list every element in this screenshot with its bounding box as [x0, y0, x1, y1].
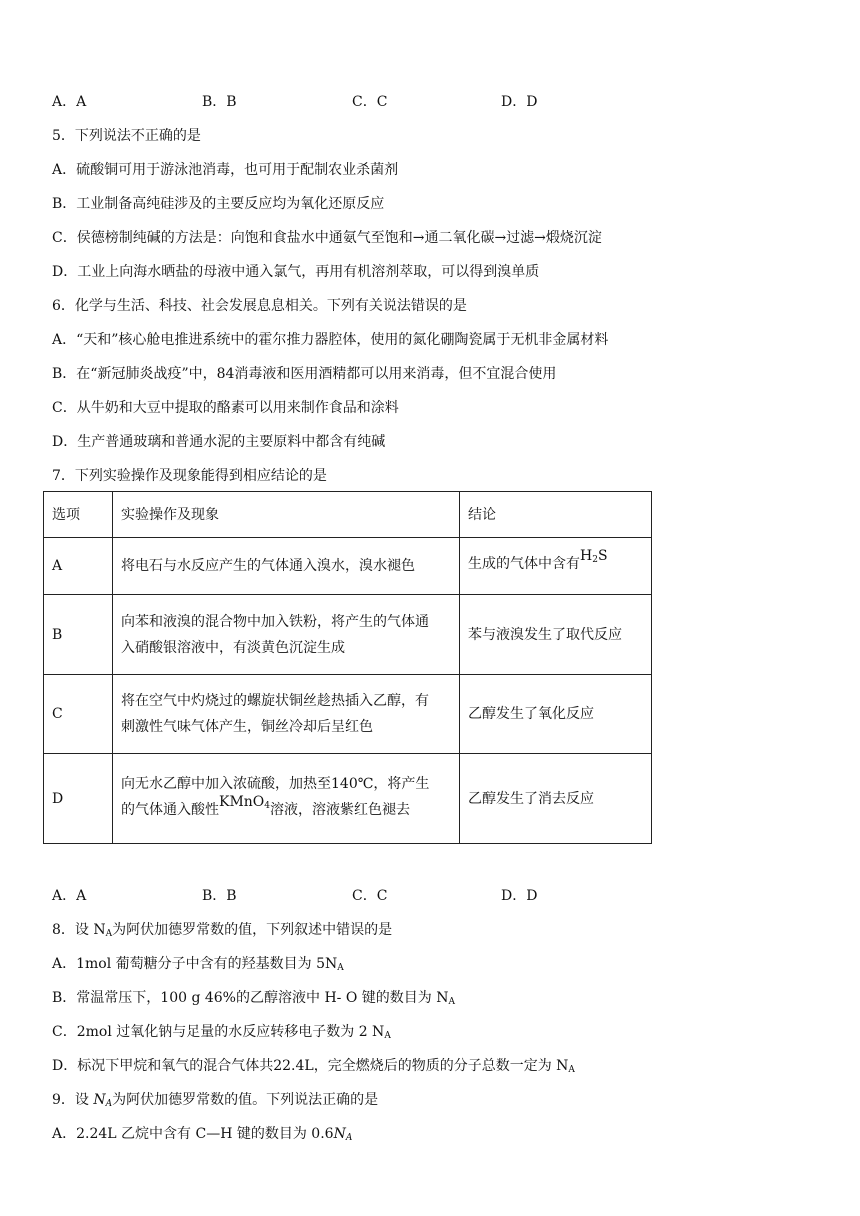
q4-options [52, 92, 672, 112]
table-row [44, 538, 652, 595]
table-row [44, 595, 652, 675]
row-option: A [44, 538, 113, 595]
q8-option-c: C．2mol 过氧化钠与足量的水反应转移电子数为 2 $N_A$ [52, 1024, 391, 1041]
table-row [44, 754, 652, 844]
q5-option-c: C．侯德榜制纯碱的方法是：向饱和食盐水中通氨气至饱和→通二氧化碳→过滤→煅烧沉淀 [52, 230, 602, 246]
q5-option-d: D．工业上向海水晒盐的母液中通入氯气，再用有机溶剂萃取，可以得到溴单质 [52, 264, 540, 280]
q4-option-c: C．C [352, 94, 388, 110]
header-operation: 实验操作及现象 [113, 492, 460, 538]
header-conclusion: 结论 [460, 492, 652, 538]
q7-option-b: B．B [202, 888, 237, 904]
q8-option-a: A．1mol 葡萄糖分子中含有的羟基数目为 $5N_A$ [52, 956, 344, 973]
q8-option-d: D．标况下甲烷和氧气的混合气体共22.4L，完全燃烧后的物质的分子总数一定为 $N_A$ [52, 1058, 575, 1075]
q6-option-c: C．从牛奶和大豆中提取的酪素可以用来制作食品和涂料 [52, 400, 399, 416]
row-option: B [44, 595, 113, 675]
q7-option-a: A．A [52, 888, 87, 904]
q8-stem: 8．设 $N_A$为阿伏加德罗常数的值，下列叙述中错误的是 [52, 922, 393, 939]
q5-option-b: B．工业制备高纯硅涉及的主要反应均为氧化还原反应 [52, 196, 385, 212]
q7-stem: 7．下列实验操作及现象能得到相应结论的是 [52, 468, 327, 484]
q5-stem: 5．下列说法不正确的是 [52, 128, 201, 144]
row-operation: 将电石与水反应产生的气体通入溴水，溴水褪色 [113, 538, 460, 595]
q7-option-d: D．D [501, 888, 538, 904]
q7-table [43, 491, 652, 844]
q6-option-a: A．“天和”核心舱电推进系统中的霍尔推力器腔体，使用的氮化硼陶瓷属于无机非金属材料 [52, 332, 609, 348]
row-operation: 向无水乙醇中加入浓硫酸，加热至140℃，将产生 的气体通入酸性KMnO$_4$溶液，溶液紫红色褪去 [113, 754, 460, 844]
conclusion-text: 生成的气体中含有 [468, 556, 580, 572]
q4-option-d: D．D [501, 94, 538, 110]
table-row [44, 675, 652, 754]
q4-option-b: B．B [202, 94, 237, 110]
formula-h2s: $H_2S$ [580, 548, 608, 565]
row-option: D [44, 754, 113, 844]
row-conclusion: 苯与液溴发生了取代反应 [460, 595, 652, 675]
row-operation: 向苯和液溴的混合物中加入铁粉，将产生的气体通 入硝酸银溶液中，有淡黄色沉淀生成 [113, 595, 460, 675]
header-option: 选项 [44, 492, 113, 538]
q9-option-a: A．2.24L 乙烷中含有 C—H 键的数目为 $0.6N_A$ [52, 1126, 353, 1143]
formula-kmno4: KMnO$_4$ [219, 793, 271, 811]
row-option: C [44, 675, 113, 754]
q5-option-a: A．硫酸铜可用于游泳池消毒，也可用于配制农业杀菌剂 [52, 162, 399, 178]
row-operation: 将在空气中灼烧过的螺旋状铜丝趁热插入乙醇，有 刺激性气味气体产生，铜丝冷却后呈红色 [113, 675, 460, 754]
row-conclusion: 乙醇发生了氧化反应 [460, 675, 652, 754]
q8-option-b: B．常温常压下，100 g 46%的乙醇溶液中 H- O 键的数目为 $N_A$ [52, 990, 455, 1007]
q9-stem: 9．设 $N_A$为阿伏加德罗常数的值。下列说法正确的是 [52, 1092, 379, 1109]
q7-option-c: C．C [352, 888, 388, 904]
table-header-row [44, 492, 652, 538]
q6-option-b: B．在“新冠肺炎战疫”中，84消毒液和医用酒精都可以用来消毒，但不宜混合使用 [52, 366, 557, 382]
q6-option-d: D．生产普通玻璃和普通水泥的主要原料中都含有纯碱 [52, 434, 386, 450]
q7-options [52, 886, 672, 906]
q6-stem: 6．化学与生活、科技、社会发展息息相关。下列有关说法错误的是 [52, 298, 467, 314]
row-conclusion: 乙醇发生了消去反应 [460, 754, 652, 844]
row-conclusion [460, 538, 652, 595]
q4-option-a: A．A [52, 94, 87, 110]
